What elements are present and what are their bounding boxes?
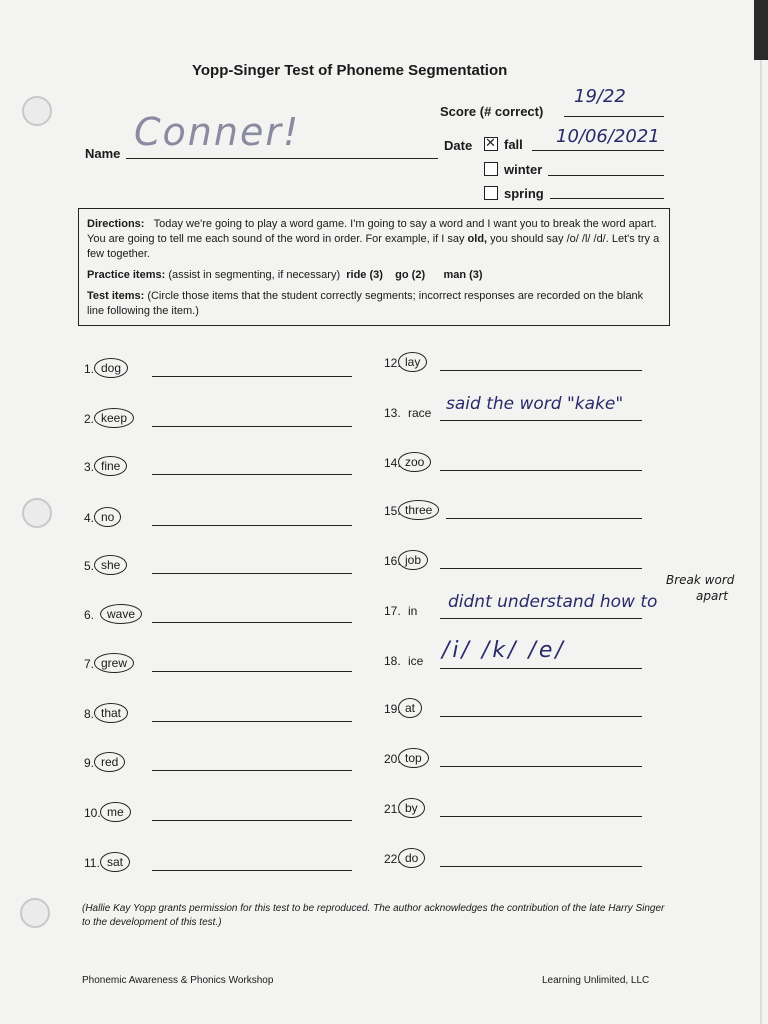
item-number: 12. <box>384 356 401 370</box>
answer-line[interactable] <box>440 618 642 619</box>
name-line <box>126 158 438 159</box>
score-value[interactable]: 19/22 <box>574 86 626 107</box>
directions-heading: Directions: <box>87 218 145 230</box>
item-number: 11. <box>84 856 100 870</box>
directions-text <box>87 217 661 262</box>
page-title: Yopp-Singer Test of Phoneme Segmentation <box>192 62 508 79</box>
test-item <box>384 638 646 674</box>
answer-line[interactable] <box>152 525 352 526</box>
directions-body: Today we're going to play a word game. I'm going to say a word and I want you to break the word apart. You are going to tell me each sound of the word in order. For example, if I say <box>87 218 657 245</box>
answer-line[interactable] <box>152 870 352 871</box>
punch-hole <box>22 96 52 126</box>
answer-line[interactable] <box>440 470 642 471</box>
winter-date-line <box>548 175 664 176</box>
test-item <box>384 550 646 574</box>
test-item <box>384 698 646 722</box>
test-item <box>84 358 354 382</box>
scan-edge <box>754 0 768 60</box>
answer-line[interactable] <box>152 474 352 475</box>
practice-item: ride (3) <box>346 269 383 281</box>
margin-note-line: apart <box>696 589 728 603</box>
score-line <box>564 116 664 117</box>
item-number: 3. <box>84 460 95 474</box>
test-item <box>384 500 646 524</box>
item-number: 20. <box>384 752 401 766</box>
answer-line[interactable] <box>152 671 352 672</box>
fall-checkbox[interactable] <box>484 137 498 151</box>
item-word-circled[interactable]: no <box>94 507 121 527</box>
item-word-circled[interactable]: three <box>398 500 439 520</box>
item-word-circled[interactable]: do <box>398 848 425 868</box>
item-word-circled[interactable]: by <box>398 798 425 818</box>
spring-checkbox[interactable] <box>484 186 498 200</box>
item-word-circled[interactable]: fine <box>94 456 127 476</box>
item-word-circled[interactable]: me <box>100 802 131 822</box>
practice-item: go (2) <box>395 269 426 281</box>
item-number: 7. <box>84 657 95 671</box>
answer-line[interactable] <box>440 668 642 669</box>
test-item <box>84 852 354 876</box>
winter-checkbox[interactable] <box>484 162 498 176</box>
test-item <box>84 408 354 432</box>
fall-label: fall <box>504 137 523 152</box>
fall-date-value[interactable]: 10/06/2021 <box>556 126 660 147</box>
winter-label: winter <box>504 162 543 177</box>
practice-line <box>87 268 661 283</box>
footer-left: Phonemic Awareness & Phonics Workshop <box>82 975 274 986</box>
directions-box <box>78 208 670 326</box>
margin-note-line: Break word <box>666 573 735 587</box>
test-item <box>84 802 354 826</box>
item-word-circled[interactable]: red <box>94 752 125 772</box>
item-word-circled[interactable]: sat <box>100 852 130 872</box>
spring-date-line <box>550 198 664 199</box>
item-number: 18. <box>384 654 401 668</box>
test-note: (Circle those items that the student correctly segments; incorrect responses are recorded on the blank line following the item.) <box>87 290 644 317</box>
practice-note: (assist in segmenting, if necessary) <box>168 269 341 281</box>
item-number: 6. <box>84 608 95 622</box>
punch-hole <box>22 498 52 528</box>
item-word-circled[interactable]: keep <box>94 408 134 428</box>
margin-note <box>666 572 734 604</box>
item-word-circled[interactable]: top <box>398 748 429 768</box>
fall-date-line <box>532 150 664 151</box>
answer-line[interactable] <box>152 820 352 821</box>
test-item <box>84 752 354 776</box>
item-word[interactable]: ice <box>408 654 424 668</box>
item-number: 2. <box>84 412 95 426</box>
item-number: 19. <box>384 702 401 716</box>
incorrect-response[interactable]: /i/ /k/ /e/ <box>442 638 566 663</box>
item-word-circled[interactable]: grew <box>94 653 134 673</box>
test-item <box>384 352 646 376</box>
punch-hole <box>20 898 50 928</box>
item-word-circled[interactable]: wave <box>100 604 142 624</box>
item-number: 13. <box>384 406 401 420</box>
item-word[interactable]: race <box>408 406 432 420</box>
answer-line[interactable] <box>152 770 352 771</box>
incorrect-response[interactable]: said the word "kake" <box>446 394 624 414</box>
answer-line[interactable] <box>440 716 642 717</box>
test-item <box>384 748 646 772</box>
item-number: 5. <box>84 559 95 573</box>
directions-body-end: you should say /o/ /l/ /d/. Let's try a few together. <box>87 233 660 260</box>
test-item <box>84 703 354 727</box>
test-item <box>384 452 646 476</box>
name-value[interactable]: Conner! <box>134 110 301 154</box>
incorrect-response[interactable]: didnt understand how to <box>448 592 658 612</box>
test-item <box>384 798 646 822</box>
item-word-circled[interactable]: at <box>398 698 422 718</box>
item-word[interactable]: in <box>408 604 418 618</box>
answer-line[interactable] <box>440 420 642 421</box>
score-label: Score (# correct) <box>440 104 544 119</box>
item-word-circled[interactable]: job <box>398 550 428 570</box>
practice-heading: Practice items: <box>87 269 166 281</box>
item-number: 8. <box>84 707 95 721</box>
item-number: 9. <box>84 756 95 770</box>
test-item <box>84 604 354 628</box>
item-word-circled[interactable]: she <box>94 555 127 575</box>
answer-line[interactable] <box>440 370 642 371</box>
answer-line[interactable] <box>152 426 352 427</box>
test-item <box>84 653 354 677</box>
name-label: Name <box>85 146 121 161</box>
item-number: 14. <box>384 456 401 470</box>
answer-line[interactable] <box>440 866 642 867</box>
item-number: 21. <box>384 802 401 816</box>
test-heading: Test items: <box>87 290 145 302</box>
date-label: Date <box>444 138 473 153</box>
item-number: 15. <box>384 504 401 518</box>
item-word-circled[interactable]: lay <box>398 352 427 372</box>
test-item <box>384 848 646 872</box>
item-number: 4. <box>84 511 95 525</box>
item-number: 16. <box>384 554 401 568</box>
test-item <box>84 555 354 579</box>
practice-item: man (3) <box>443 269 483 281</box>
item-word-circled[interactable]: dog <box>94 358 128 378</box>
answer-line[interactable] <box>152 721 352 722</box>
example-word: old, <box>467 233 488 245</box>
answer-line[interactable] <box>440 766 642 767</box>
test-item <box>84 507 354 531</box>
item-word-circled[interactable]: that <box>94 703 128 723</box>
item-number: 10. <box>84 806 101 820</box>
answer-line[interactable] <box>152 573 352 574</box>
permission-note: (Hallie Kay Yopp grants permission for this test to be reproduced. The author acknowledges the contribution of the late Harry Singer to the development of this test.) <box>82 903 665 928</box>
test-item <box>84 456 354 480</box>
answer-line[interactable] <box>440 568 642 569</box>
item-word-circled[interactable]: zoo <box>398 452 431 472</box>
item-number: 1. <box>84 362 95 376</box>
test-line <box>87 289 661 319</box>
answer-line[interactable] <box>152 622 352 623</box>
spring-label: spring <box>504 186 544 201</box>
answer-line[interactable] <box>152 376 352 377</box>
answer-line[interactable] <box>446 518 642 519</box>
footer-right: Learning Unlimited, LLC <box>542 975 650 986</box>
answer-line[interactable] <box>440 816 642 817</box>
page-edge-line <box>760 60 762 1024</box>
item-number: 22. <box>384 852 401 866</box>
item-number: 17. <box>384 604 401 618</box>
test-item <box>384 394 646 426</box>
test-item <box>384 592 658 624</box>
